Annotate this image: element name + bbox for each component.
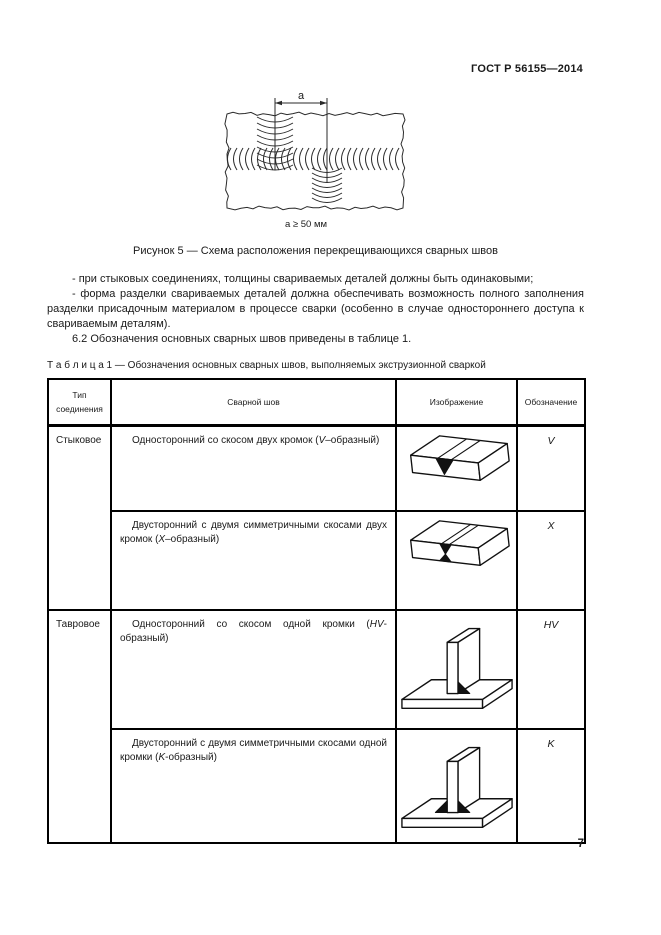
page-number: 7 [577,838,584,850]
joint-type-butt: Стыковое [48,426,111,611]
seam-symbol: V [318,435,326,446]
weld-seam-arcs [228,117,400,203]
seam-symbol: HV [369,619,384,630]
weld-image-cell [396,511,517,610]
table-row [48,610,585,729]
designation-hv: HV [517,610,585,729]
dimension-label: a [297,90,305,102]
crossing-welds-diagram [219,86,439,234]
figure-caption: Рисунок 5 — Схема расположения перекрещивающихся сварных швов [133,245,498,257]
table-row [48,511,585,610]
designation-k: K [517,729,585,843]
joint-type-tee: Тавровое [48,610,111,843]
seam-description: Двусторонний с двумя симметричными скосами двух кромок (X–образный) [111,511,396,610]
dimension-arrow-right [320,101,327,105]
seam-description: Односторонний со скосом двух кромок (V–образный) [111,426,396,512]
weld-image-cell [396,426,517,512]
paragraph-butt-joint-rule: - при стыковых соединениях, толщины свариваемых деталей должны быть одинаковыми; [72,273,534,285]
k-tee-weld-image [398,735,516,833]
standard-number: ГОСТ Р 56155—2014 [471,63,583,75]
designation-x: X [517,511,585,610]
paragraph-clause-6-2: 6.2 Обозначения основных сварных швов приведены в таблице 1. [72,333,412,345]
v-butt-weld-image [398,432,516,488]
col-header-designation: Обозначение [517,379,585,426]
dimension-lines [275,98,327,183]
col-header-weld-seam: Сварной шов [111,379,396,426]
x-butt-weld-image [398,517,516,573]
designation-v: V [517,426,585,512]
table-1-weld-designations [47,378,586,844]
dimension-arrow-left [275,101,282,105]
seam-symbol: K [158,752,166,763]
seam-description: Двусторонний с двумя симметричными скосами одной кромки (K-образный) [111,729,396,843]
seam-symbol: X [158,534,166,545]
table-row [48,426,585,512]
weld-image-cell [396,610,517,729]
figure-note: a ≥ 50 мм [284,219,328,230]
table-title: Т а б л и ц а 1 — Обозначения основных сварных швов, выполняемых экструзионной сваркой [47,360,486,371]
col-header-image: Изображение [396,379,517,426]
header-row [48,379,585,426]
seam-description: Односторонний со скосом одной кромки (HV-образный) [111,610,396,729]
col-header-joint-type: Тип соединения [48,379,111,426]
page-content [47,0,584,844]
table-row [48,729,585,843]
hv-tee-weld-image [398,616,516,714]
paragraph-groove-shape-rule: - форма разделки свариваемых деталей должна обеспечивать возможность полного заполнения разделки присадочным материалом в процессе сварки (особенно в случае одностороннего доступа к свариваемым деталям). [47,288,584,330]
weld-image-cell [396,729,517,843]
